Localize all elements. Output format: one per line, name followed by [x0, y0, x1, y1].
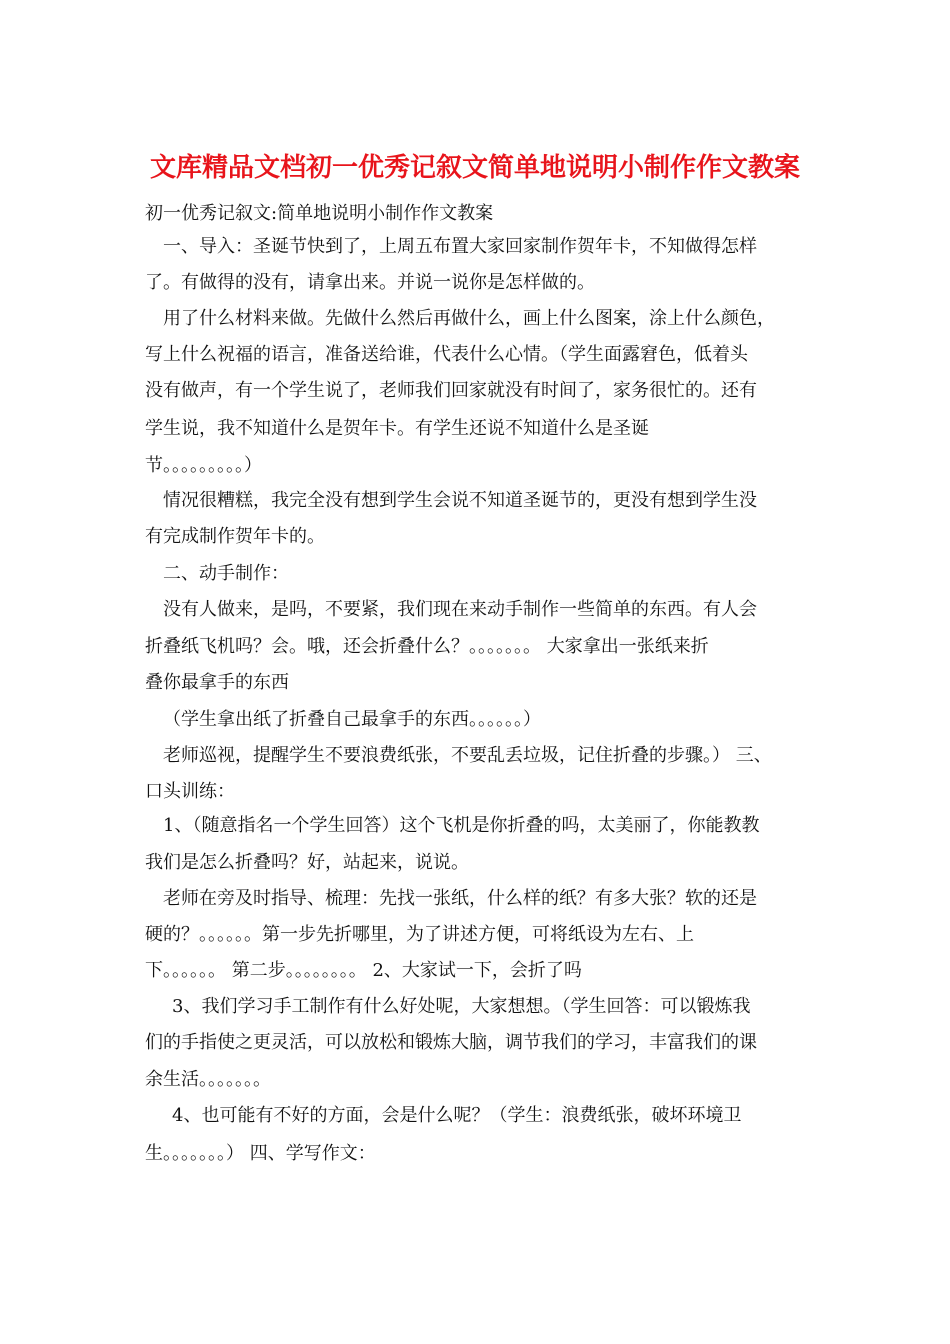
paragraph-line: 我们是怎么折叠吗？好，站起来，说说。	[145, 852, 469, 873]
paragraph-line: 们的手指使之更灵活，可以放松和锻炼大脑，调节我们的学习，丰富我们的课	[145, 1032, 757, 1053]
paragraph-line: 下。。。。。。 第二步。。。。。。。。 2、大家试一下，会折了吗	[145, 960, 582, 981]
subtitle-line: 初一优秀记叙文:简单地说明小制作作文教案	[145, 203, 494, 224]
paragraph-line: 情况很糟糕，我完全没有想到学生会说不知道圣诞节的，更没有想到学生没	[163, 490, 757, 511]
paragraph-line: 老师巡视，提醒学生不要浪费纸张，不要乱丢垃圾，记住折叠的步骤。） 三、	[163, 745, 772, 766]
paragraph-line: 4、也可能有不好的方面，会是什么呢？（学生：浪费纸张，破坏环境卫	[172, 1105, 742, 1126]
paragraph-line: 了。有做得的没有，请拿出来。并说一说你是怎样做的。	[145, 272, 595, 293]
paragraph-line: 节。。。。。。。。。）	[145, 455, 262, 476]
paragraph-line: 余生活。。。。。。。	[145, 1069, 271, 1090]
paragraph-line: 3、我们学习手工制作有什么好处呢，大家想想。（学生回答：可以锻炼我	[172, 996, 751, 1017]
paragraph-line: 生。。。。。。。） 四、学写作文：	[145, 1143, 376, 1164]
section-heading: 口头训练：	[145, 781, 235, 802]
paragraph-line: 没有人做来，是吗，不要紧，我们现在来动手制作一些简单的东西。有人会	[163, 599, 757, 620]
paragraph-line: 叠你最拿手的东西	[145, 672, 289, 693]
paragraph-line: 1、（随意指名一个学生回答）这个飞机是你折叠的吗，太美丽了，你能教教	[163, 815, 760, 836]
paragraph-line: 硬的？。。。。。。第一步先折哪里，为了讲述方便，可将纸设为左右、上	[145, 924, 694, 945]
paragraph-line: 没有做声，有一个学生说了，老师我们回家就没有时间了，家务很忙的。还有	[145, 380, 757, 401]
paragraph-line: 一、导入：圣诞节快到了，上周五布置大家回家制作贺年卡，不知做得怎样	[163, 236, 757, 257]
paragraph-line: 折叠纸飞机吗？会。哦，还会折叠什么？。。。。。。。 大家拿出一张纸来折	[145, 636, 709, 657]
paragraph-line: 有完成制作贺年卡的。	[145, 526, 325, 547]
paragraph-line: 老师在旁及时指导、梳理：先找一张纸，什么样的纸？有多大张？软的还是	[163, 888, 757, 909]
paragraph-line: 学生说，我不知道什么是贺年卡。有学生还说不知道什么是圣诞	[145, 418, 649, 439]
paragraph-line: 用了什么材料来做。先做什么然后再做什么，画上什么图案，涂上什么颜色，	[163, 308, 775, 329]
paragraph-line: （学生拿出纸了折叠自己最拿手的东西。。。。。。）	[163, 709, 541, 730]
paragraph-line: 写上什么祝福的语言，准备送给谁，代表什么心情。（学生面露窘色，低着头	[145, 344, 748, 365]
section-heading: 二、动手制作：	[163, 563, 289, 584]
document-title: 文库精品文档初一优秀记叙文简单地说明小制作作文教案	[149, 153, 800, 183]
